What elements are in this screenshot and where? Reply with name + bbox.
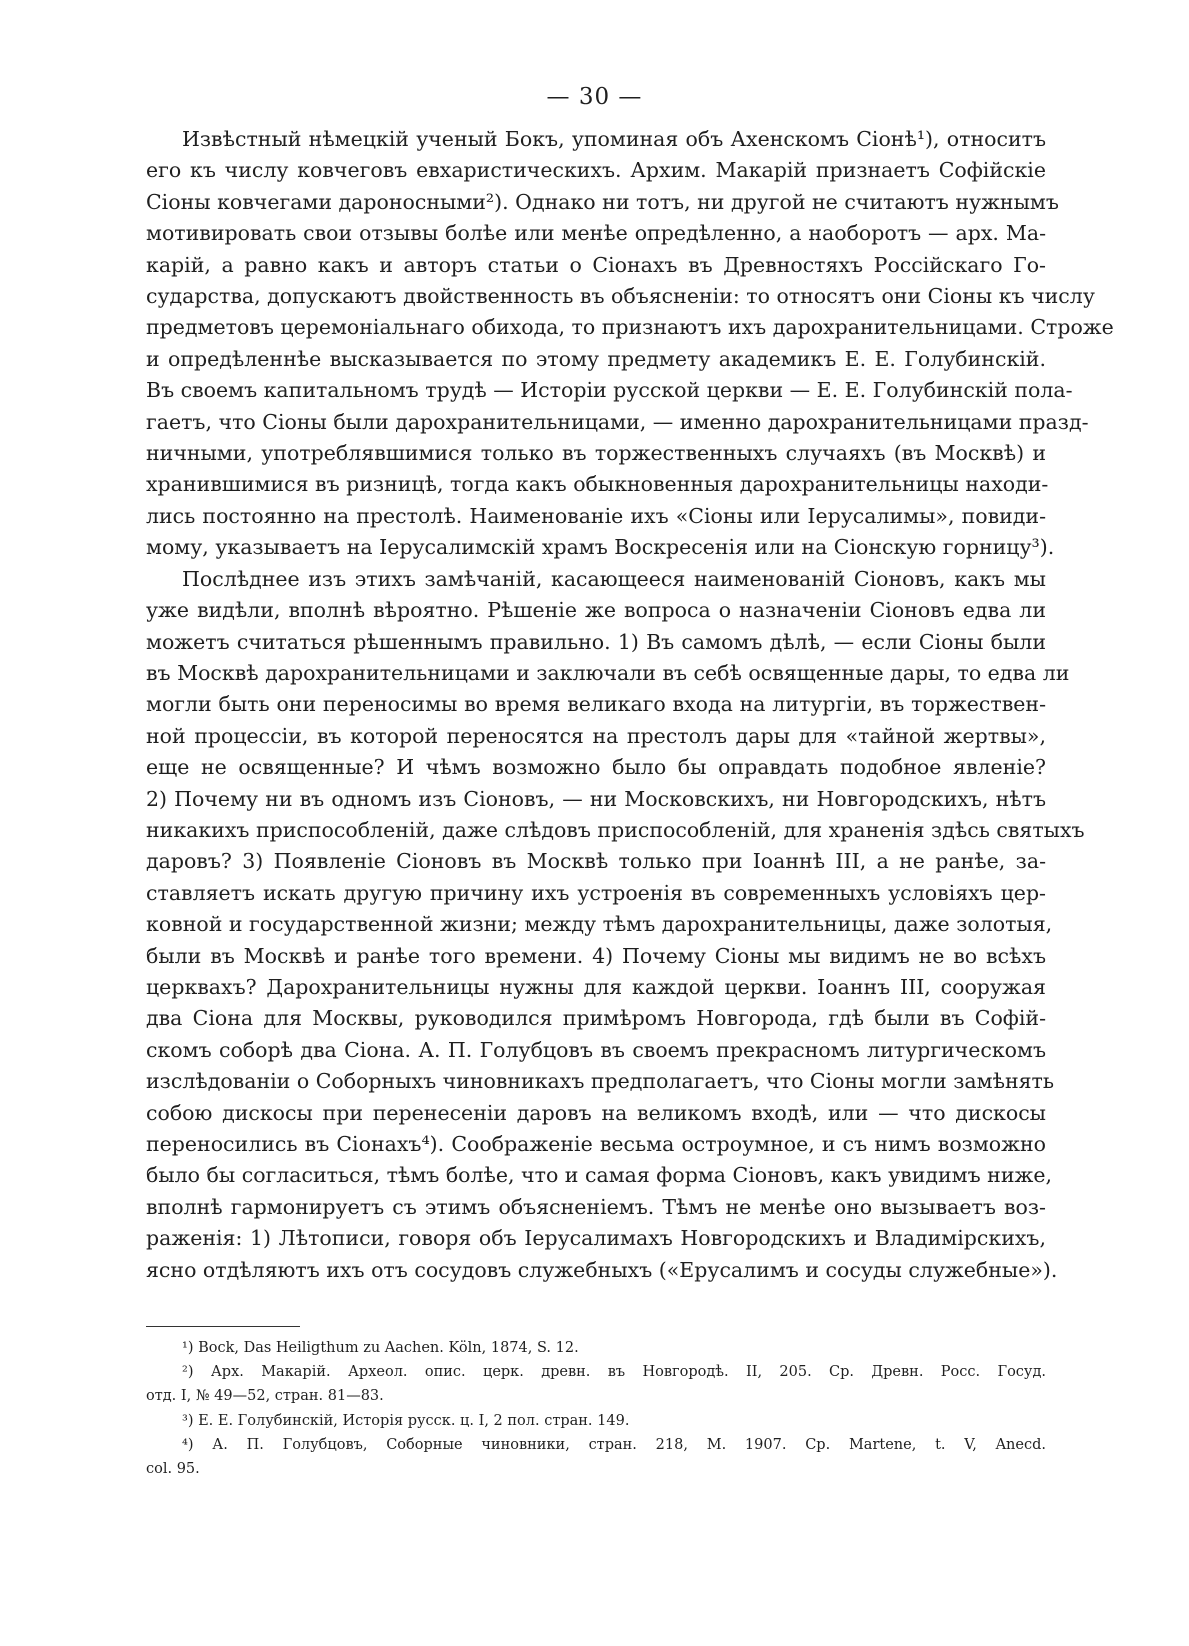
body-line: ковной и государственной жизни; между тѣмъ дарохранительницы, даже золотыя,	[146, 912, 1053, 937]
body-line: было бы согласиться, тѣмъ болѣе, что и самая форма Сіоновъ, какъ увидимъ ниже,	[146, 1163, 1053, 1188]
body-line: даровъ? 3) Появленіе Сіоновъ въ Москвѣ только при Іоаннѣ III, а не ранѣе, за-	[146, 849, 1046, 874]
body-line: гаетъ, что Сіоны были дарохранительницами, — именно дарохранительницами празд-	[146, 409, 1089, 434]
body-line: сударства, допускаютъ двойственность въ объясненіи: то относятъ они Сіоны къ числу	[146, 284, 1095, 309]
body-line: скомъ соборѣ два Сіона. А. П. Голубцовъ въ своемъ прекрасномъ литургическомъ	[146, 1037, 1046, 1062]
body-line: ясно отдѣляютъ ихъ отъ сосудовъ служебныхъ («Ерусалимъ и сосуды служебные»).	[146, 1257, 1058, 1282]
body-line: хранившимися въ ризницѣ, тогда какъ обыкновенныя дарохранительницы находи-	[146, 472, 1049, 497]
body-line: ничными, употреблявшимися только въ торжественныхъ случаяхъ (въ Москвѣ) и	[146, 441, 1046, 466]
body-text	[146, 124, 1114, 1286]
body-line: Извѣстный нѣмецкій ученый Бокъ, упоминая объ Ахенскомъ Сіонѣ¹), относитъ	[182, 127, 1046, 151]
body-line: мотивировать свои отзывы болѣе или менѣе опредѣленно, а наоборотъ — арх. Ма-	[146, 221, 1046, 246]
body-line: собою дискосы при перенесеніи даровъ на великомъ входѣ, или — что дискосы	[146, 1100, 1046, 1125]
body-line: карій, а равно какъ и авторъ статьи о Сіонахъ въ Древностяхъ Россійскаго Го-	[146, 252, 1046, 277]
body-line: Послѣднее изъ этихъ замѣчаній, касающееся наименованій Сіоновъ, какъ мы	[182, 566, 1046, 591]
body-line: уже видѣли, вполнѣ вѣроятно. Рѣшеніе же вопроса о назначеніи Сіоновъ едва ли	[146, 598, 1046, 623]
body-line: и опредѣленнѣе высказывается по этому предмету академикъ Е. Е. Голубинскій.	[146, 346, 1046, 371]
footnote-line: ¹) Bock, Das Heiligthum zu Aachen. Köln, 1874, S. 12.	[182, 1340, 579, 1356]
body-line: изслѣдованіи о Соборныхъ чиновникахъ предполагаетъ, что Сіоны могли замѣнять	[146, 1069, 1055, 1094]
footnote-line: col. 95.	[146, 1461, 200, 1478]
body-line: были въ Москвѣ и ранѣе того времени. 4) Почему Сіоны мы видимъ не во всѣхъ	[146, 943, 1046, 968]
body-line: переносились въ Сіонахъ⁴). Соображеніе весьма остроумное, и съ нимъ возможно	[146, 1132, 1046, 1156]
body-line: мому, указываетъ на Іерусалимскій храмъ Воскресенія или на Сіонскую горницу³).	[146, 535, 1055, 560]
footnote-separator	[146, 1326, 300, 1327]
body-line: въ Москвѣ дарохранительницами и заключали въ себѣ освященные дары, то едва ли	[146, 660, 1070, 685]
body-line: раженія: 1) Лѣтописи, говоря объ Іерусалимахъ Новгородскихъ и Владимірскихъ,	[146, 1226, 1046, 1251]
body-line: лись постоянно на престолѣ. Наименованіе ихъ «Сіоны или Іерусалимы», повиди-	[146, 503, 1046, 528]
footnote-line: ²) Арх. Макарій. Археол. опис. церк. древн. въ Новгородѣ. II, 205. Ср. Древн. Росс. Госуд.	[182, 1364, 1046, 1381]
body-line: вполнѣ гармонируетъ съ этимъ объясненіемъ. Тѣмъ не менѣе оно вызываетъ воз-	[146, 1194, 1046, 1219]
footnote-line: отд. I, № 49—52, стран. 81—83.	[146, 1388, 384, 1405]
body-line: ной процессіи, въ которой переносятся на престолъ дары для «тайной жертвы»,	[146, 723, 1046, 748]
page-number: — 30 —	[546, 84, 643, 110]
body-line: два Сіона для Москвы, руководился примѣромъ Новгорода, гдѣ были въ Софій-	[146, 1006, 1046, 1031]
footnote-line: ³) Е. Е. Голубинскій, Исторія русск. ц. I, 2 пол. стран. 149.	[182, 1412, 630, 1429]
body-line: еще не освященные? И чѣмъ возможно было бы оправдать подобное явленіе?	[146, 755, 1046, 780]
body-line: 2) Почему ни въ одномъ изъ Сіоновъ, — ни Московскихъ, ни Новгородскихъ, нѣтъ	[146, 786, 1046, 811]
footnotes	[146, 1336, 1046, 1481]
body-line: могли быть они переносимы во время великаго входа на литургіи, въ торжествен-	[146, 692, 1046, 717]
body-line: ставляетъ искать другую причину ихъ устроенія въ современныхъ условіяхъ цер-	[146, 880, 1046, 905]
body-line: можетъ считаться рѣшеннымъ правильно. 1) Въ самомъ дѣлѣ, — если Сіоны были	[146, 629, 1046, 654]
body-line: Въ своемъ капитальномъ трудѣ — Исторіи русской церкви — Е. Е. Голубинскій пола-	[146, 378, 1073, 403]
body-line: церквахъ? Дарохранительницы нужны для каждой церкви. Іоаннъ III, сооружая	[146, 974, 1046, 999]
body-line: предметовъ церемоніальнаго обихода, то признаютъ ихъ дарохранительницами. Строже	[146, 315, 1114, 340]
body-line: никакихъ приспособленій, даже слѣдовъ приспособленій, для храненія здѣсь святыхъ	[146, 817, 1085, 842]
body-line: Сіоны ковчегами дароносными²). Однако ни тотъ, ни другой не считаютъ нужнымъ	[146, 189, 1059, 214]
body-line: его къ числу ковчеговъ евхаристическихъ. Архим. Макарій признаетъ Софійскіе	[146, 158, 1046, 183]
footnote-line: ⁴) А. П. Голубцовъ, Соборные чиновники, стран. 218, М. 1907. Ср. Martene, t. V, Anecd.	[182, 1436, 1046, 1453]
